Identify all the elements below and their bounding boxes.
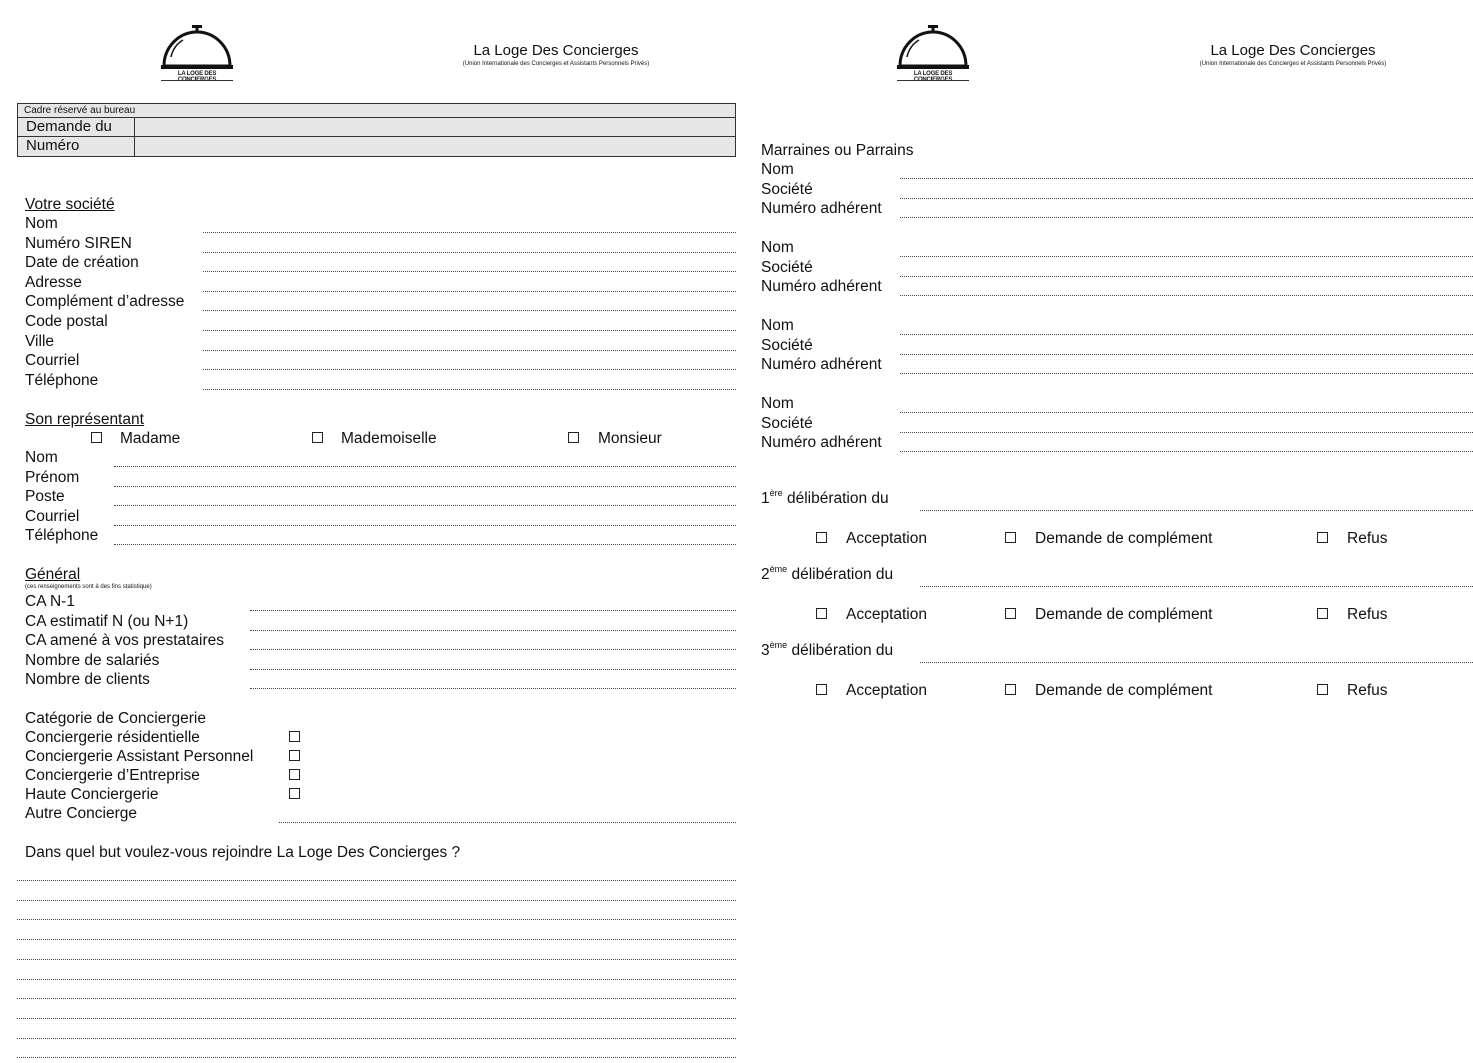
- company-input-code-postal[interactable]: [203, 330, 736, 331]
- sponsor-2-input-numero-adherent[interactable]: [900, 295, 1473, 296]
- general-input-ca-n-1[interactable]: [250, 610, 736, 611]
- category-checkbox-conciergerie-assistant-personnel[interactable]: [289, 750, 300, 761]
- deliberation-ordinal-suffix: ème: [769, 640, 788, 650]
- company-input-complement-d-adresse[interactable]: [203, 310, 736, 311]
- deliberation-text: délibération du: [787, 642, 894, 659]
- logo-wordmark-2: LA LOGE DES CONCIERGES: [913, 71, 953, 83]
- rep-label-courriel: Courriel: [25, 507, 80, 525]
- sponsor-label-societe: Société: [761, 336, 813, 354]
- purpose-question: Dans quel but voulez-vous rejoindre La Loge Des Concierges ?: [25, 844, 461, 861]
- office-request-label: Demande du: [18, 118, 135, 136]
- deliberation-2-refus-checkbox[interactable]: [1317, 608, 1328, 619]
- purpose-line[interactable]: [17, 1018, 736, 1019]
- general-label-ca-estimatif-n-ou-n-1: CA estimatif N (ou N+1): [25, 612, 189, 630]
- mademoiselle-label: Mademoiselle: [341, 430, 437, 447]
- company-input-numero-siren[interactable]: [203, 252, 736, 253]
- purpose-line[interactable]: [17, 880, 736, 881]
- section-company: Votre société: [25, 196, 115, 213]
- field-label-adresse: Adresse: [25, 273, 82, 291]
- sponsor-label-nom: Nom: [761, 239, 794, 256]
- deliberation-1-acceptation-checkbox[interactable]: [816, 532, 827, 543]
- sponsor-label-nom: Nom: [761, 395, 794, 412]
- category-title: Catégorie de Conciergerie: [25, 710, 206, 727]
- logo-wordmark: LA LOGE DES CONCIERGES: [177, 71, 217, 83]
- category-checkbox-haute-conciergerie[interactable]: [289, 788, 300, 799]
- general-label-nombre-de-clients: Nombre de clients: [25, 671, 150, 689]
- general-label-ca-n-1: CA N-1: [25, 593, 75, 610]
- page-subtitle-2: (Union Internationale des Concierges et Assistants Personnels Privés): [1199, 61, 1387, 67]
- sponsor-label-societe: Société: [761, 258, 813, 276]
- loge-logo-2: [895, 24, 971, 84]
- purpose-line[interactable]: [17, 998, 736, 999]
- general-label-nombre-de-salaries: Nombre de salariés: [25, 651, 160, 669]
- deliberation-option-label: Acceptation: [846, 606, 927, 623]
- field-label-nom: Nom: [25, 215, 58, 232]
- monsieur-label: Monsieur: [598, 430, 662, 447]
- cloche-icon: [895, 24, 971, 72]
- page-subtitle: (Union Internationale des Concierges et Assistants Personnels Privés): [462, 61, 650, 67]
- company-input-nom[interactable]: [203, 232, 736, 233]
- deliberation-2-acceptation-checkbox[interactable]: [816, 608, 827, 619]
- field-label-date-de-creation: Date de création: [25, 254, 139, 272]
- deliberation-label-1: [761, 490, 889, 508]
- category-other-label: Autre Concierge: [25, 805, 138, 822]
- company-input-adresse[interactable]: [203, 291, 736, 292]
- company-input-ville[interactable]: [203, 350, 736, 351]
- rep-input-poste[interactable]: [114, 505, 736, 506]
- sponsor-3-input-nom[interactable]: [900, 334, 1473, 335]
- rep-input-prenom[interactable]: [114, 486, 736, 487]
- general-label-ca-amene-a-vos-prestataires: CA amené à vos prestataires: [25, 632, 225, 650]
- deliberation-label-2: [761, 566, 893, 584]
- sponsor-4-input-nom[interactable]: [900, 412, 1473, 413]
- deliberation-ordinal: 1: [761, 490, 770, 507]
- sponsor-label-numero-adherent: Numéro adhérent: [761, 278, 882, 296]
- deliberation-2-demande-de-complement-checkbox[interactable]: [1005, 608, 1016, 619]
- deliberation-3-refus-checkbox[interactable]: [1317, 684, 1328, 695]
- field-label-code-postal: Code postal: [25, 313, 108, 330]
- category-label-haute-conciergerie: Haute Conciergerie: [25, 786, 159, 803]
- section-representative: Son représentant: [25, 411, 144, 428]
- deliberation-ordinal-suffix: ème: [769, 564, 788, 574]
- purpose-line[interactable]: [17, 919, 736, 920]
- purpose-line[interactable]: [17, 979, 736, 980]
- deliberation-ordinal-suffix: ère: [769, 488, 783, 498]
- madame-checkbox[interactable]: [91, 432, 102, 443]
- sponsor-1-input-nom[interactable]: [900, 178, 1473, 179]
- deliberation-3-acceptation-checkbox[interactable]: [816, 684, 827, 695]
- purpose-line[interactable]: [17, 959, 736, 960]
- field-label-numero-siren: Numéro SIREN: [25, 234, 132, 252]
- sponsor-label-numero-adherent: Numéro adhérent: [761, 200, 882, 218]
- office-number-label: Numéro: [18, 137, 135, 156]
- field-label-ville: Ville: [25, 332, 55, 350]
- purpose-line[interactable]: [17, 939, 736, 940]
- deliberation-option-label: Refus: [1347, 530, 1388, 547]
- category-checkbox-conciergerie-residentielle[interactable]: [289, 731, 300, 742]
- deliberation-option-label: Acceptation: [846, 682, 927, 699]
- rep-input-courriel[interactable]: [114, 525, 736, 526]
- deliberation-1-refus-checkbox[interactable]: [1317, 532, 1328, 543]
- deliberation-option-label: Demande de complément: [1035, 606, 1213, 623]
- rep-label-poste: Poste: [25, 488, 65, 506]
- deliberation-text: délibération du: [782, 490, 889, 507]
- purpose-line[interactable]: [17, 1038, 736, 1039]
- madame-label: Madame: [120, 430, 181, 447]
- deliberation-ordinal: 2: [761, 566, 770, 583]
- deliberation-date-input-3[interactable]: [920, 662, 1473, 663]
- deliberation-option-label: Acceptation: [846, 530, 927, 547]
- page-title: La Loge Des Concierges: [473, 42, 639, 59]
- sponsor-label-numero-adherent: Numéro adhérent: [761, 434, 882, 452]
- general-note: (ces renseignements sont à des fins statistique): [25, 584, 152, 590]
- sponsor-3-input-numero-adherent[interactable]: [900, 373, 1473, 374]
- office-request-field[interactable]: [135, 118, 735, 136]
- sponsor-3-input-societe[interactable]: [900, 354, 1473, 355]
- sponsor-label-societe: Société: [761, 414, 813, 432]
- field-label-courriel: Courriel: [25, 352, 80, 370]
- sponsor-2-input-nom[interactable]: [900, 256, 1473, 257]
- office-caption: Cadre réservé au bureau: [18, 104, 735, 118]
- rep-label-nom: Nom: [25, 449, 58, 466]
- field-label-complement-d-adresse: Complément d’adresse: [25, 293, 185, 311]
- field-label-telephone: Téléphone: [25, 371, 99, 389]
- rep-label-prenom: Prénom: [25, 468, 80, 486]
- form-page-2: [740, 0, 1473, 1063]
- sponsor-label-nom: Nom: [761, 317, 794, 334]
- deliberation-date-input-2[interactable]: [920, 586, 1473, 587]
- section-general: Général: [25, 566, 81, 583]
- page-title-2: La Loge Des Concierges: [1210, 42, 1376, 59]
- cloche-icon: [159, 24, 235, 72]
- category-checkbox-conciergerie-d-entreprise[interactable]: [289, 769, 300, 780]
- sponsors-title: Marraines ou Parrains: [761, 142, 914, 159]
- category-other-input[interactable]: [279, 822, 736, 823]
- sponsor-label-nom: Nom: [761, 161, 794, 178]
- sponsor-label-societe: Société: [761, 180, 813, 198]
- general-input-nombre-de-salaries[interactable]: [250, 669, 736, 670]
- loge-logo: [159, 24, 235, 84]
- category-label-conciergerie-d-entreprise: Conciergerie d’Entreprise: [25, 767, 200, 784]
- company-input-courriel[interactable]: [203, 369, 736, 370]
- rep-input-telephone[interactable]: [114, 544, 736, 545]
- rep-label-telephone: Téléphone: [25, 527, 99, 545]
- purpose-line[interactable]: [17, 1057, 736, 1058]
- sponsor-4-input-numero-adherent[interactable]: [900, 451, 1473, 452]
- deliberation-3-demande-de-complement-checkbox[interactable]: [1005, 684, 1016, 695]
- deliberation-option-label: Demande de complément: [1035, 682, 1213, 699]
- category-label-conciergerie-assistant-personnel: Conciergerie Assistant Personnel: [25, 748, 254, 765]
- deliberation-option-label: Refus: [1347, 606, 1388, 623]
- deliberation-date-input-1[interactable]: [920, 510, 1473, 511]
- deliberation-text: délibération du: [787, 566, 894, 583]
- deliberation-option-label: Refus: [1347, 682, 1388, 699]
- deliberation-1-demande-de-complement-checkbox[interactable]: [1005, 532, 1016, 543]
- mademoiselle-checkbox[interactable]: [312, 432, 323, 443]
- general-input-nombre-de-clients[interactable]: [250, 688, 736, 689]
- monsieur-checkbox[interactable]: [568, 432, 579, 443]
- company-input-telephone[interactable]: [203, 389, 736, 390]
- deliberation-ordinal: 3: [761, 642, 770, 659]
- deliberation-option-label: Demande de complément: [1035, 530, 1213, 547]
- sponsor-4-input-societe[interactable]: [900, 432, 1473, 433]
- company-input-date-de-creation[interactable]: [203, 271, 736, 272]
- rep-input-nom[interactable]: [114, 466, 736, 467]
- sponsor-1-input-numero-adherent[interactable]: [900, 217, 1473, 218]
- general-input-ca-estimatif-n-ou-n-1[interactable]: [250, 630, 736, 631]
- office-number-field[interactable]: [135, 137, 735, 156]
- office-use-box: [17, 103, 736, 157]
- sponsor-label-numero-adherent: Numéro adhérent: [761, 356, 882, 374]
- sponsor-2-input-societe[interactable]: [900, 276, 1473, 277]
- general-input-ca-amene-a-vos-prestataires[interactable]: [250, 649, 736, 650]
- sponsor-1-input-societe[interactable]: [900, 198, 1473, 199]
- deliberation-label-3: [761, 642, 893, 660]
- category-label-conciergerie-residentielle: Conciergerie résidentielle: [25, 729, 200, 746]
- purpose-line[interactable]: [17, 900, 736, 901]
